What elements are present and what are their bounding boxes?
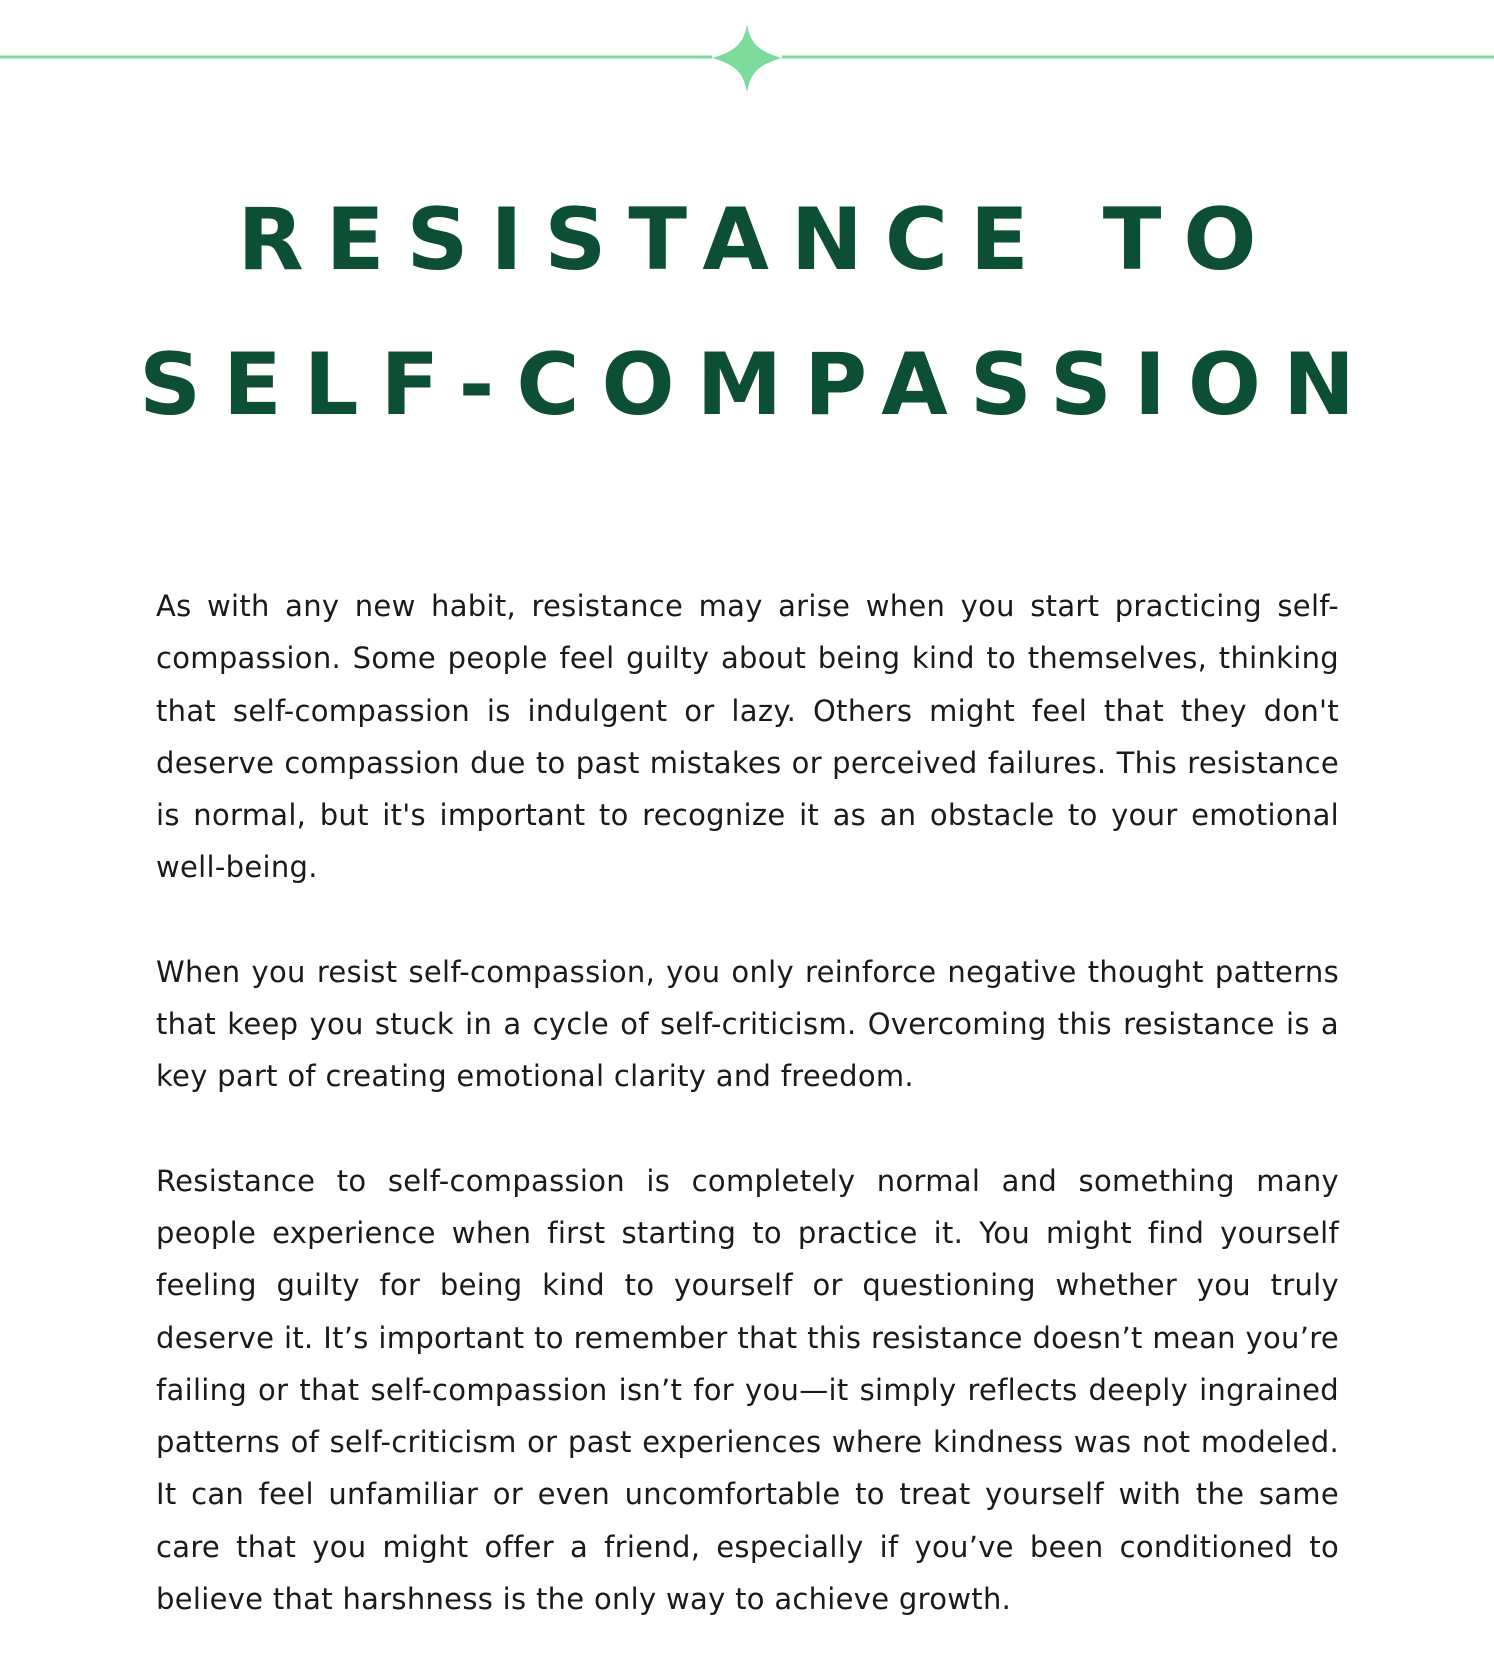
paragraph-2: When you resist self-compassion, you only reinforce negative thought patterns that keep you stuck in a cycle of self-criticism. Overcoming this resistance is a key part of creating emotional clarity and freedom. <box>156 954 1339 1094</box>
page-title <box>0 168 1494 458</box>
page-title-line-1: RESISTANCE TO <box>237 190 1279 290</box>
page-title-line-2: SELF-COMPASSION <box>139 335 1377 435</box>
paragraph-1: As with any new habit, resistance may arise when you start practicing self-compassion. Some people feel guilty about being kind to themselves, thinking that self-compassion is indulgent or lazy. Others might feel that they don't deserve compassion due to past mistakes or perceived failures. This resistance is normal, but it's important to recognize it as an obstacle to your emotional well-being. <box>156 589 1339 885</box>
paragraph-3: Resistance to self-compassion is completely normal and something many people experience when first starting to practice it. You might find yourself feeling guilty for being kind to yourself or questioning whether you truly deserve it. It’s important to remember that this resistance doesn’t mean you’re failing or that self-compassion isn’t for you—it simply reflects deeply ingrained patterns of self-criticism or past experiences where kindness was not modeled. It can feel unfamiliar or even uncomfortable to treat yourself with the same care that you might offer a friend, especially if you’ve been conditioned to believe that harshness is the only way to achieve growth. <box>156 1163 1339 1617</box>
body-text <box>156 580 1339 1677</box>
header-divider <box>0 0 1494 100</box>
divider-graphic <box>0 0 1494 100</box>
four-point-star-icon <box>712 24 782 93</box>
